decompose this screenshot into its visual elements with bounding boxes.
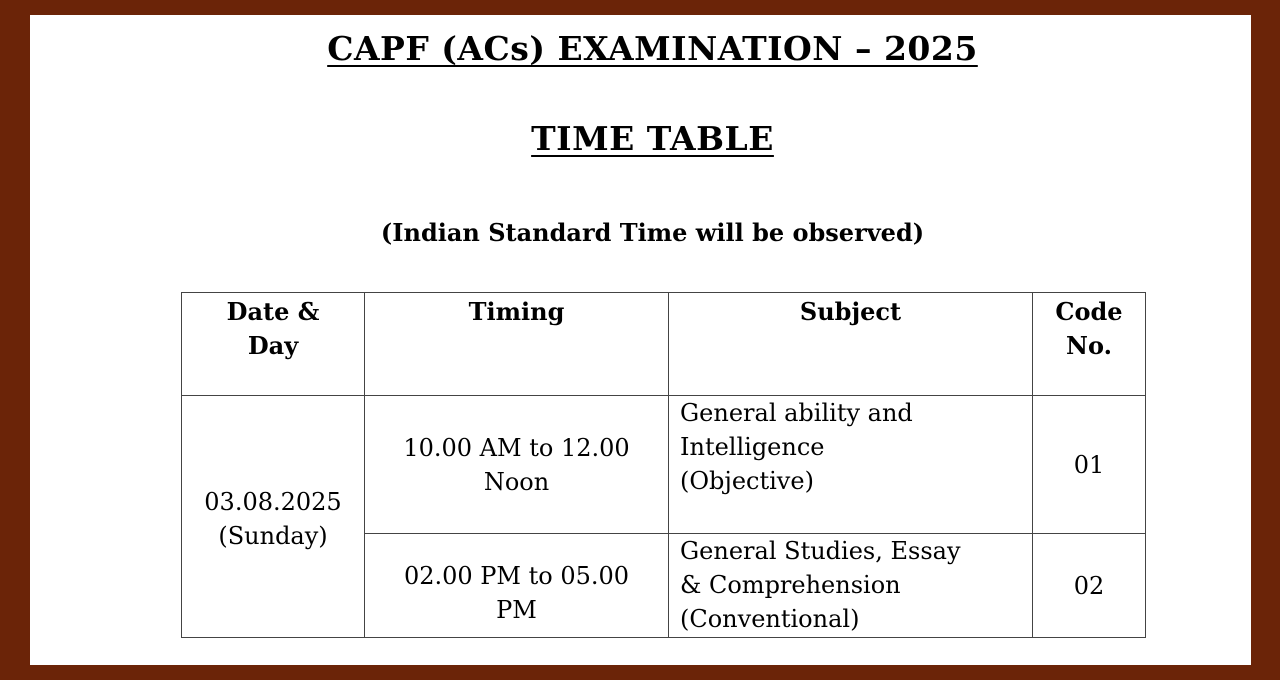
header-timing — [365, 293, 669, 396]
header-date-day — [182, 293, 365, 396]
header-code-line1: Code — [1055, 297, 1123, 326]
time-note: (Indian Standard Time will be observed) — [380, 218, 925, 247]
header-date-line1: Date & — [226, 297, 320, 326]
page-subtitle: TIME TABLE — [531, 119, 774, 158]
subject-line2: & Comprehension — [680, 571, 901, 599]
code-cell — [1033, 534, 1146, 638]
timing-cell — [365, 396, 669, 534]
header-timing-label: Timing — [468, 297, 565, 326]
header-subject — [669, 293, 1033, 396]
page-title: CAPF (ACs) EXAMINATION – 2025 — [327, 29, 978, 68]
exam-date: 03.08.2025 — [204, 487, 342, 516]
header-subject-label: Subject — [799, 297, 902, 326]
header-code-no — [1033, 293, 1146, 396]
timing-line1: 10.00 AM to 12.00 — [403, 433, 630, 462]
time-table — [181, 292, 1146, 638]
timing-line1: 02.00 PM to 05.00 — [403, 561, 630, 590]
code-value: 02 — [1073, 571, 1105, 600]
subject-line1: General Studies, Essay — [680, 537, 961, 565]
subject-line3: (Conventional) — [680, 605, 860, 633]
subject-line3: (Objective) — [680, 467, 814, 495]
document-page — [30, 15, 1251, 665]
subject-cell — [669, 534, 1033, 638]
subject-line2: Intelligence — [680, 433, 825, 461]
table-header-row — [182, 293, 1146, 396]
header-code-line2: No. — [1066, 331, 1112, 360]
timing-cell — [365, 534, 669, 638]
timing-line2: Noon — [483, 467, 550, 496]
subject-cell — [669, 396, 1033, 534]
code-value: 01 — [1073, 450, 1105, 479]
exam-day: (Sunday) — [218, 521, 328, 550]
header-date-line2: Day — [247, 331, 299, 360]
exam-date-cell — [182, 396, 365, 638]
table-row — [182, 396, 1146, 534]
subject-line1: General ability and — [680, 399, 913, 427]
timing-line2: PM — [496, 595, 537, 624]
code-cell — [1033, 396, 1146, 534]
